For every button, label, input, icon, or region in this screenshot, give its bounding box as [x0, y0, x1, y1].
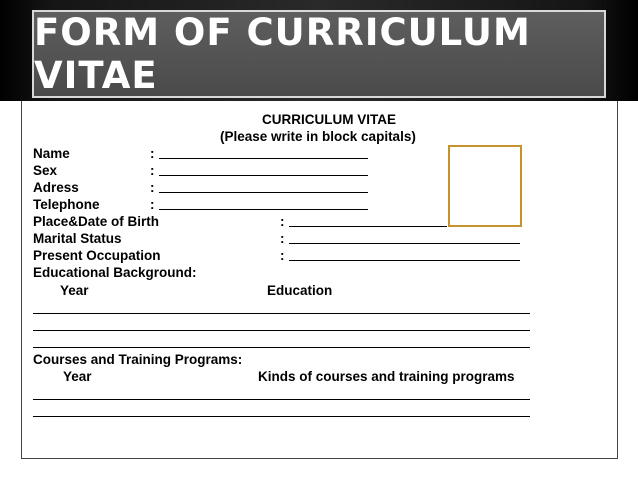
education-year-header: Year: [60, 283, 89, 298]
education-detail-header: Education: [267, 283, 333, 298]
telephone-label: Telephone: [33, 197, 100, 212]
education-line[interactable]: [33, 313, 530, 314]
telephone-colon: :: [150, 197, 155, 212]
sex-label: Sex: [33, 163, 58, 178]
occupation-label: Present Occupation: [33, 248, 161, 263]
name-line[interactable]: [159, 158, 368, 159]
occupation-colon: :: [280, 248, 285, 263]
birth-label: Place&Date of Birth: [33, 214, 160, 229]
occupation-line[interactable]: [289, 260, 520, 261]
courses-detail-header: Kinds of courses and training programs: [258, 369, 515, 384]
name-label: Name: [33, 146, 70, 161]
birth-colon: :: [280, 214, 285, 229]
marital-line[interactable]: [289, 243, 520, 244]
sex-line[interactable]: [159, 175, 368, 176]
courses-line[interactable]: [33, 399, 530, 400]
education-line[interactable]: [33, 347, 530, 348]
courses-title: Courses and Training Programs:: [33, 352, 243, 367]
title-banner: [0, 0, 638, 101]
education-line[interactable]: [33, 330, 530, 331]
name-colon: :: [150, 146, 155, 161]
telephone-line[interactable]: [159, 209, 368, 210]
photo-box[interactable]: [448, 145, 522, 227]
slide-title: FORM OF CURRICULUM VITAE: [34, 11, 531, 97]
birth-line[interactable]: [289, 226, 447, 227]
education-title: Educational Background:: [33, 265, 197, 280]
marital-label: Marital Status: [33, 231, 122, 246]
address-label: Adress: [33, 180, 79, 195]
courses-line[interactable]: [33, 416, 530, 417]
courses-year-header: Year: [63, 369, 92, 384]
address-line[interactable]: [159, 192, 368, 193]
address-colon: :: [150, 180, 155, 195]
sex-colon: :: [150, 163, 155, 178]
marital-colon: :: [280, 231, 285, 246]
title-box: [32, 10, 606, 98]
form-subheading: (Please write in block capitals): [220, 129, 416, 144]
form-heading: CURRICULUM VITAE: [262, 112, 396, 127]
